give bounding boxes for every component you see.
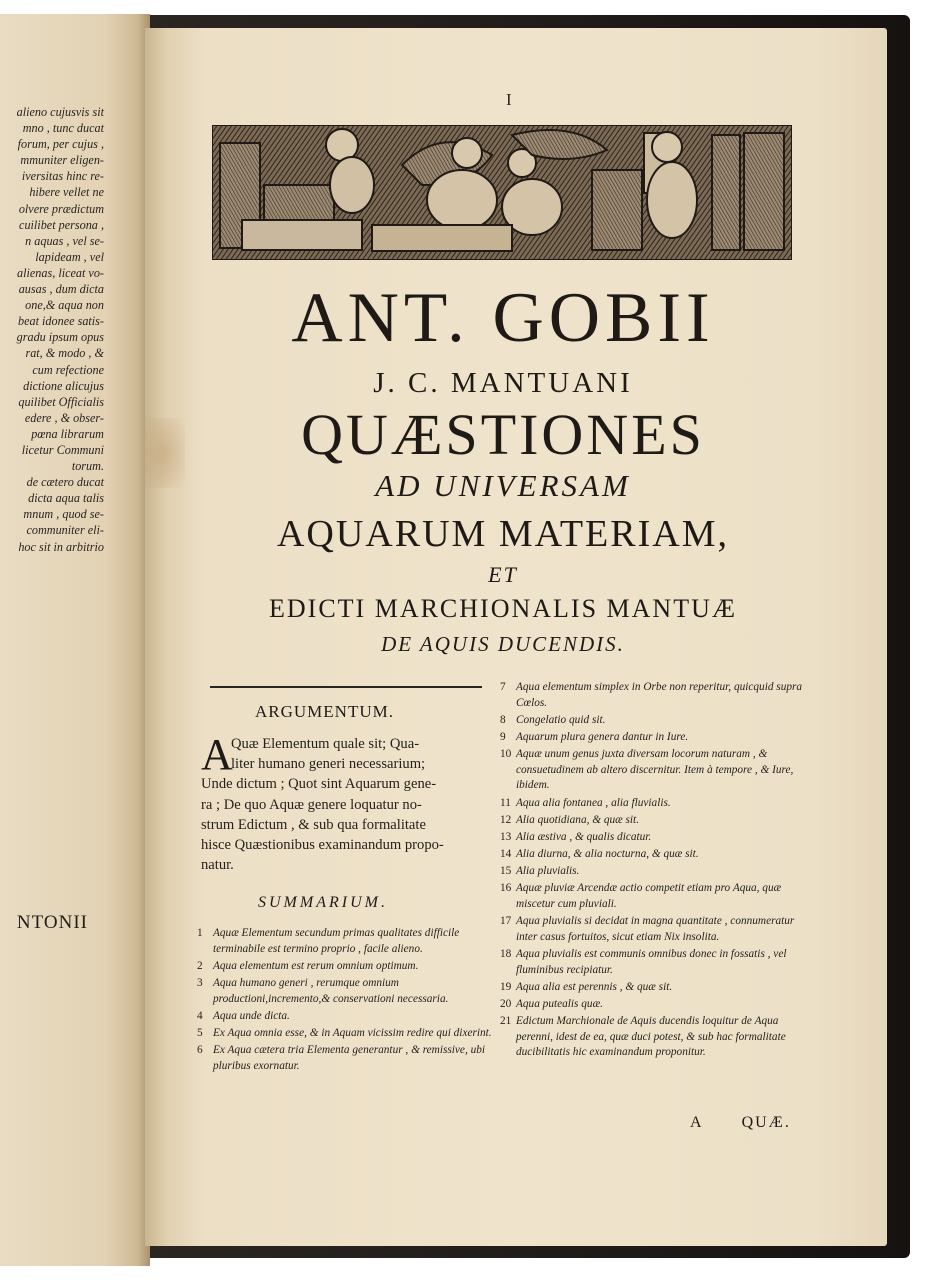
argumentum-line: hisce Quæstionibus examinandum propo- [201, 836, 444, 853]
summarium-item [500, 830, 805, 846]
argumentum-line: Quæ Elementum quale sit; Qua- [231, 736, 420, 752]
summarium-item-text: Alia quotidiana, & quæ sit. [516, 813, 640, 826]
left-page-line: cuilibet persona , [19, 217, 104, 232]
summarium-item-number: 19 [500, 980, 512, 993]
summarium-item [197, 1026, 497, 1042]
left-page-line: edere , & obser- [24, 410, 104, 425]
left-page-line: mnum , quod se- [23, 507, 104, 522]
catchword: QUÆ. [741, 1114, 791, 1131]
summarium-item-number: 20 [500, 998, 512, 1010]
argumentum-line: natur. [201, 857, 234, 874]
argumentum-text [201, 730, 491, 875]
left-page-line: iversitas hinc re- [21, 169, 104, 184]
summarium-left-column [197, 926, 497, 1076]
summarium-item [500, 813, 805, 829]
summarium-item-text: Ex Aqua cætera tria Elementa generantur , & remissive, ubi pluribus exornatur. [213, 1044, 486, 1072]
argumentum-heading: ARGUMENTUM. [255, 702, 394, 721]
catchword-line [690, 1114, 791, 1132]
left-page-text [0, 104, 104, 555]
left-page-line: rat, & modo , & [25, 346, 104, 361]
summarium-item-text: Ex Aqua omnia esse, & in Aquam vicissim redire qui dixerint. [213, 1026, 492, 1039]
left-page-line: dicta aqua talis [28, 491, 104, 506]
summarium-item-number: 3 [197, 976, 203, 989]
summarium-item [197, 959, 497, 975]
left-page-line: mno , tunc ducat [22, 121, 104, 136]
left-page-line: lapideam , vel [35, 249, 104, 264]
signature-mark: A [690, 1114, 704, 1131]
title-line-de-aquis: DE AQUIS DUCENDIS. [381, 632, 625, 656]
summarium-item [500, 881, 805, 912]
summarium-item-number: 15 [500, 865, 512, 878]
summarium-item-text: Aqua alia est perennis , & quæ sit. [516, 980, 673, 993]
summarium-item [500, 713, 805, 729]
title-main: QUÆSTIONES [301, 402, 705, 467]
summarium-item-text: Aqua alia fontanea , alia fluvialis. [516, 796, 671, 809]
left-page-line: licetur Communi [21, 442, 104, 457]
left-page-line: alieno cujusvis sit [16, 105, 104, 119]
summarium-item-text: Aqua elementum est rerum omnium optimum. [213, 959, 419, 972]
summarium-item-text: Aqua pluvialis est communis omnibus donec in fossatis , vel fluminibus recipiatur. [516, 948, 787, 976]
left-page-line: n aquas , vel se- [25, 233, 104, 248]
summarium-item-number: 2 [197, 959, 203, 972]
summarium-item-number: 11 [500, 796, 511, 809]
summarium-item-text: Alia pluvialis. [516, 865, 580, 878]
summarium-item [500, 730, 805, 746]
left-running-title: NTONII [16, 912, 88, 933]
summarium-right-column [500, 680, 805, 1063]
summarium-item-text: Alia diurna, & alia nocturna, & quæ sit. [516, 848, 699, 861]
summarium-item-text: Alia æstiva , & qualis dicatur. [516, 830, 652, 843]
summarium-heading: SUMMARIUM. [258, 894, 388, 911]
summarium-item [500, 680, 805, 711]
left-page-line: alienas, liceat vo- [17, 265, 104, 280]
left-page [0, 14, 150, 1266]
section-rule [210, 686, 482, 688]
summarium-item-number: 1 [197, 927, 203, 939]
summarium-item-number: 5 [197, 1026, 203, 1039]
left-page-line: olvere prædictum [18, 201, 104, 216]
left-page-line: ausas , dum dicta [18, 282, 104, 297]
summarium-item-number: 6 [197, 1044, 203, 1057]
summarium-item [500, 747, 805, 794]
left-page-line: gradu ipsum opus [16, 330, 104, 345]
summarium-item-number: 21 [500, 1015, 512, 1028]
page-stain [145, 418, 185, 488]
summarium-item [500, 914, 805, 945]
title-line-ad-universam: AD UNIVERSAM [375, 468, 631, 503]
summarium-item-number: 9 [500, 730, 506, 743]
title-line-aquarum: AQUARUM MATERIAM, [276, 513, 730, 555]
left-page-line: de cætero ducat [26, 475, 104, 490]
left-page-line: one,& aqua non [25, 298, 104, 313]
summarium-item-number: 18 [500, 948, 512, 961]
summarium-item-number: 14 [500, 848, 512, 861]
summarium-item-number: 8 [500, 713, 506, 726]
summarium-item [197, 926, 497, 957]
argumentum-line: strum Edictum , & sub qua formalitate [201, 816, 426, 833]
left-page-line: pœna librarum [31, 426, 104, 441]
summarium-item-number: 7 [500, 681, 506, 693]
title-line-et: ET [488, 562, 518, 587]
summarium-item [500, 796, 805, 812]
summarium-item-number: 10 [500, 748, 512, 761]
argumentum-line: liter humano generi necessarium; [231, 756, 426, 773]
summarium-item [500, 980, 805, 996]
left-page-line: hoc sit in arbitrio [18, 539, 104, 554]
summarium-item-text: Aqua elementum simplex in Orbe non reperitur, quicquid supra Cœlos. [516, 681, 803, 709]
left-page-line: hibere vellet ne [29, 185, 104, 200]
title-author: ANT. GOBII [291, 279, 715, 357]
summarium-item [500, 1014, 805, 1061]
summarium-item-text: Aquarum plura genera dantur in Iure. [516, 730, 689, 743]
left-page-line: beat idonee satis- [18, 314, 104, 329]
left-page-line: dictione alicujus [23, 378, 104, 393]
summarium-item [500, 997, 805, 1013]
summarium-item [500, 947, 805, 978]
summarium-item-text: Aquæ Elementum secundum primas qualitates difficile terminabile est termino proprio , facile alieno. [213, 927, 460, 955]
summarium-item-text: Congelatio quid sit. [516, 713, 606, 726]
summarium-item [197, 1009, 497, 1025]
summarium-item-text: Aquæ pluviæ Arcendæ actio competit etiam pro Aqua, quæ miscetur cum pluviali. [516, 882, 782, 911]
woodcut-vignette [212, 125, 792, 260]
summarium-item-text: Aqua pluvialis si decidat in magna quantitate , connumeratur inter casus fortuitos, sicut etiam Nix insolita. [516, 915, 795, 943]
summarium-item [197, 1043, 497, 1074]
summarium-item-number: 12 [500, 813, 512, 826]
summarium-item-text: Edictum Marchionale de Aquis ducendis loquitur de Aqua perenni, idest de ea, quæ duci potest, & sub hac formalitate ducibilitatis hic examinandum proponitur. [516, 1015, 786, 1059]
left-page-line: forum, per cujus , [17, 137, 104, 152]
summarium-item-text: Aqua putealis quæ. [516, 998, 603, 1010]
page-number: I [506, 90, 512, 109]
left-page-line: quilibet Officialis [18, 394, 104, 409]
summarium-item [500, 847, 805, 863]
argumentum-dropcap: A [201, 730, 233, 779]
summarium-item-number: 16 [500, 882, 512, 895]
summarium-item-text: Aquæ unum genus juxta diversam locorum naturam , & consuetudinem ab altero discernitur. Item à tempore , & Iure, ibidem. [516, 748, 794, 792]
title-line-edicti: EDICTI MARCHIONALIS MANTUÆ [269, 594, 737, 623]
summarium-item [197, 976, 497, 1007]
summarium-item-number: 13 [500, 830, 512, 843]
left-page-line: torum. [71, 459, 104, 474]
argumentum-line: ra ; De quo Aquæ genere loquatur no- [201, 796, 422, 813]
summarium-item-text: Aqua humano generi , rerumque omnium productioni,incremento,& conservationi necessaria. [213, 976, 449, 1005]
argumentum-line: Unde dictum ; Quot sint Aquarum gene- [201, 776, 437, 793]
title-author-origin: J. C. MANTUANI [373, 367, 633, 399]
left-page-line: communiter eli- [26, 523, 104, 538]
summarium-item [500, 864, 805, 880]
left-page-line: mmuniter eligen- [20, 153, 104, 168]
summarium-item-text: Aqua unde dicta. [213, 1009, 290, 1022]
summarium-item-number: 17 [500, 915, 512, 928]
left-page-line: cum refectione [32, 362, 104, 377]
summarium-item-number: 4 [197, 1009, 203, 1022]
